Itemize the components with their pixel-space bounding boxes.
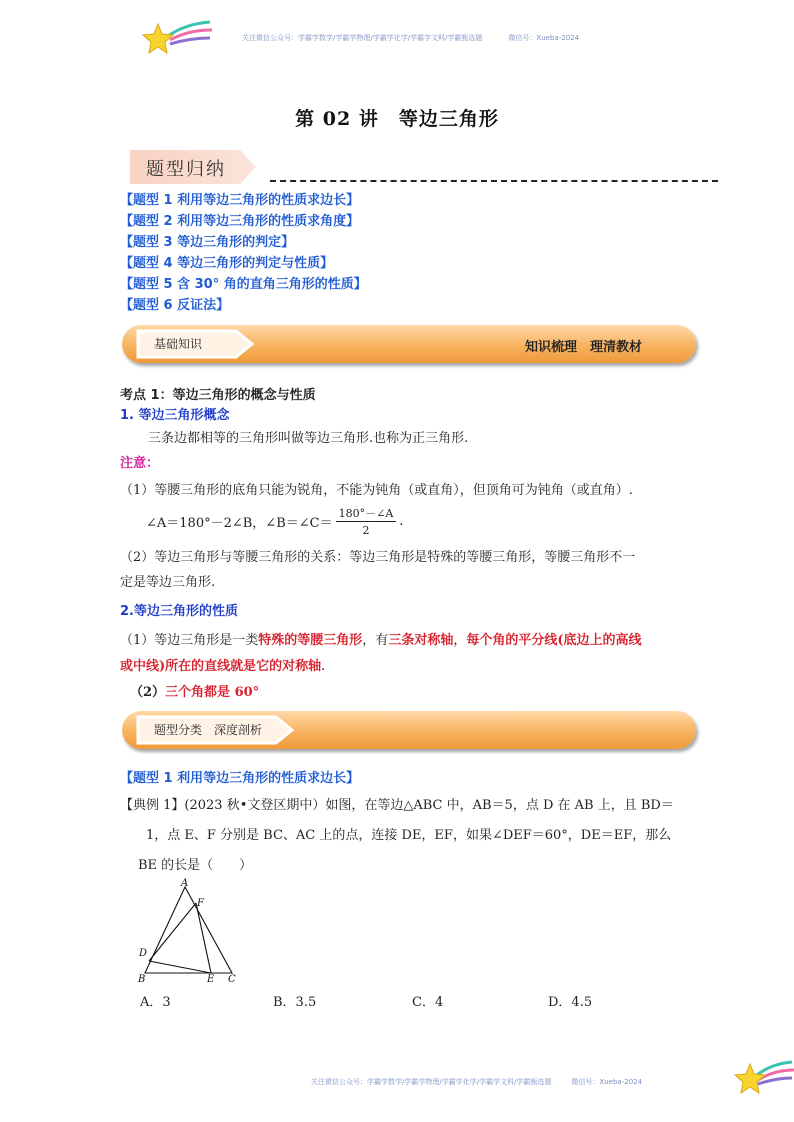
prop1-c: ，有 <box>362 633 389 648</box>
topic-item[interactable]: 【题型 4 等边三角形的判定与性质】 <box>120 256 334 271</box>
example-line1: 【典例 1】(2023 秋•文登区期中）如图，在等边△ABC 中，AB＝5，点 D 在 AB 上，且 BD＝ <box>120 798 674 813</box>
formula <box>146 503 403 539</box>
section-tag-label: 题型归纳 <box>146 159 226 180</box>
label-c: C <box>228 974 236 985</box>
example-line2: 1，点 E、F 分别是 BC、AC 上的点，连接 DE，EF，如果∠DEF＝60°，DE＝EF，那么 <box>146 828 672 843</box>
footer-text <box>311 1077 642 1087</box>
property-1-line2 <box>120 655 325 674</box>
note-label: 注意： <box>120 456 160 471</box>
formula-fraction <box>336 505 397 537</box>
banner-type-analysis <box>122 711 696 749</box>
formula-left: ∠A＝180°－2∠B，∠B＝∠C＝ <box>146 515 333 531</box>
topic-item[interactable]: 【题型 2 利用等边三角形的性质求角度】 <box>120 214 360 229</box>
label-d: D <box>139 948 148 959</box>
star-logo-icon <box>140 18 215 58</box>
prop1-d: 三条对称轴 <box>388 633 454 648</box>
topic-list <box>120 190 367 316</box>
topic-item[interactable]: 【题型 6 反证法】 <box>120 298 230 313</box>
banner-tag-label: 基础知识 <box>154 337 203 351</box>
label-b: B <box>138 974 146 985</box>
example-line3: BE 的长是（ ） <box>138 858 253 873</box>
topic-item[interactable]: 【题型 3 等边三角形的判定】 <box>120 235 295 250</box>
header-follow-text: 关注微信公众号：学霸学数学/学霸学物理/学霸学化学/学霸学文科/学霸甄选题 <box>242 34 483 42</box>
triangle-figure <box>136 876 246 986</box>
dashed-divider <box>270 180 718 182</box>
formula-numerator: 180°－∠A <box>336 505 397 522</box>
prop2-a: （2） <box>130 685 166 700</box>
formula-end: . <box>399 513 404 529</box>
topic-item[interactable]: 【题型 5 含 30° 角的直角三角形的性质】 <box>120 277 367 292</box>
answer-options <box>0 991 794 1011</box>
header-wechat-text: 微信号：Xueba-2024 <box>508 34 580 42</box>
note-2-line2: 定是等边三角形. <box>120 575 216 590</box>
prop1-a: （1）等边三角形是一类 <box>120 633 259 648</box>
type1-heading: 【题型 1 利用等边三角形的性质求边长】 <box>120 771 360 786</box>
segment-df <box>149 903 196 961</box>
footer-follow-text: 关注微信公众号：学霸学数学/学霸学物理/学霸学化学/学霸学文科/学霸甄选题 <box>311 1078 552 1086</box>
option-c[interactable]: C．4 <box>412 995 444 1010</box>
banner-right-label: 知识梳理 理清教材 <box>524 340 642 355</box>
prop2-b: 三个角都是 60° <box>165 685 260 700</box>
note-2-line1: （2）等边三角形与等腰三角形的关系：等边三角形是特殊的等腰三角形，等腰三角形不一 <box>120 550 636 565</box>
segment-de <box>149 961 211 973</box>
banner-basic-knowledge <box>122 325 696 363</box>
header-text <box>242 33 579 43</box>
label-e: E <box>207 974 215 985</box>
formula-denominator: 2 <box>362 524 370 537</box>
concept-heading: 1. 等边三角形概念 <box>120 408 230 423</box>
triangle-abc <box>145 887 232 973</box>
concept-text: 三条边都相等的三角形叫做等边三角形.也称为正三角形. <box>148 431 469 446</box>
segment-ef <box>196 903 211 973</box>
kaodian-heading: 考点 1：等边三角形的概念与性质 <box>120 388 316 403</box>
section-tag <box>130 150 258 184</box>
prop1-b: 特殊的等腰三角形 <box>258 633 363 648</box>
label-a: A <box>181 878 189 889</box>
property-heading: 2.等边三角形的性质 <box>120 604 238 619</box>
note-1: （1）等腰三角形的底角只能为锐角，不能为钝角（或直角），但顶角可为钝角（或直角）. <box>120 483 633 498</box>
prop1-g: 或中线)所在的直线就是它的对称轴 <box>120 659 322 674</box>
prop1-e: ， <box>453 633 467 648</box>
footer-wechat-text: 微信号：Xueba-2024 <box>571 1078 643 1086</box>
prop1-h: . <box>321 659 326 674</box>
star-logo-icon <box>732 1058 794 1098</box>
property-1-line1 <box>120 629 642 648</box>
banner-tag-label: 题型分类 深度剖析 <box>154 723 263 737</box>
option-d[interactable]: D．4.5 <box>548 995 593 1010</box>
option-b[interactable]: B．3.5 <box>273 995 317 1010</box>
property-2 <box>130 681 259 700</box>
prop1-f: 每个角的平分线(底边上的高线 <box>466 633 642 648</box>
topic-item[interactable]: 【题型 1 利用等边三角形的性质求边长】 <box>120 193 360 208</box>
label-f: F <box>197 898 204 909</box>
page-title: 第 02 讲 等边三角形 <box>295 108 499 130</box>
option-a[interactable]: A．3 <box>140 995 171 1010</box>
